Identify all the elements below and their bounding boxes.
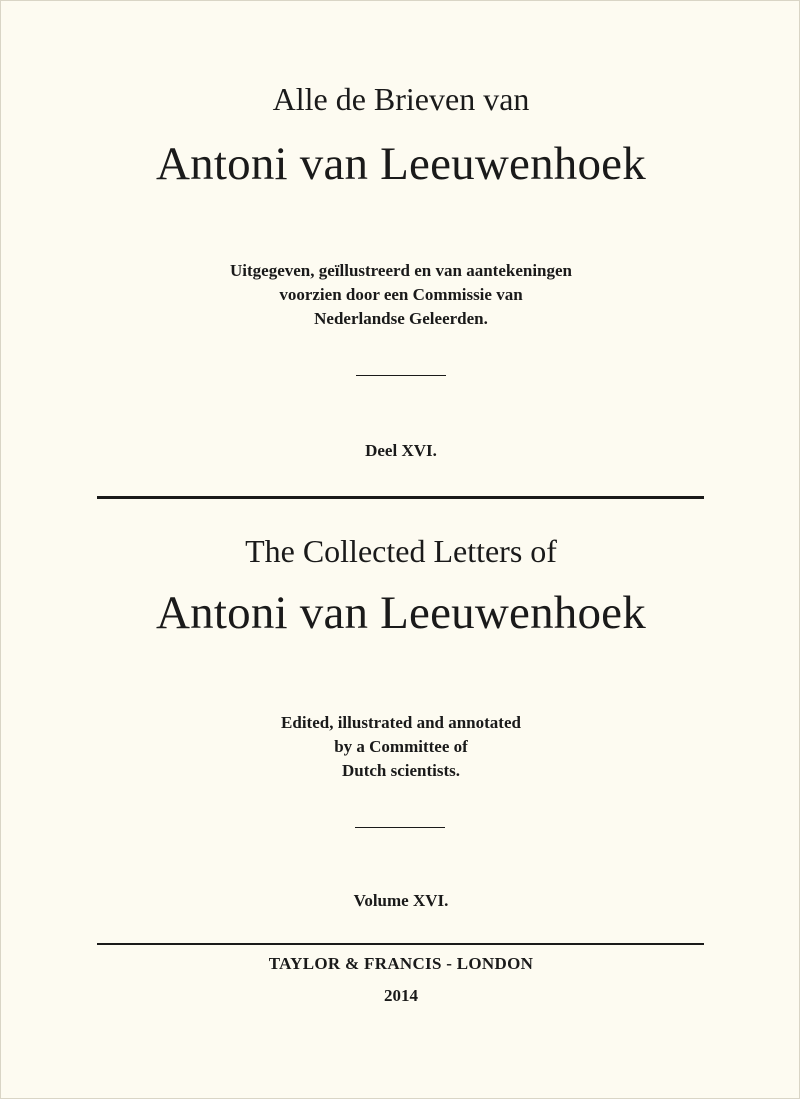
dutch-divider [356,375,446,376]
dutch-description [1,259,800,331]
english-title: Antoni van Leeuwenhoek [156,587,646,639]
english-description [1,711,800,783]
english-description-line: Edited, illustrated and annotated [281,713,521,732]
english-description-line: by a Committee of [334,737,468,756]
english-divider [355,827,445,828]
english-volume: Volume XVI. [353,891,449,910]
dutch-subtitle: Alle de Brieven van [272,81,530,117]
section-divider [97,496,704,499]
publisher-name: TAYLOR & FRANCIS - LONDON [268,954,534,973]
english-description-line: Dutch scientists. [341,761,461,780]
dutch-description-line: voorzien door een Commissie van [279,285,523,304]
dutch-description-line: Uitgegeven, geïllustreerd en van aantekeningen [229,261,573,280]
publication-year: 2014 [384,986,418,1005]
dutch-volume: Deel XVI. [365,441,437,460]
publisher-divider [97,943,704,945]
dutch-title: Antoni van Leeuwenhoek [156,138,646,190]
dutch-description-line: Nederlandse Geleerden. [314,309,488,328]
english-subtitle: The Collected Letters of [245,533,557,569]
